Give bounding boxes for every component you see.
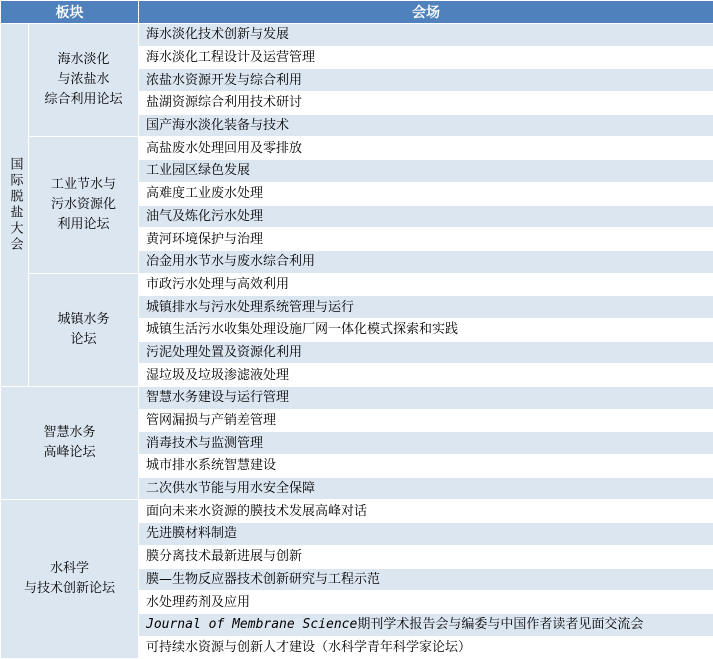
section-title-desalination: 国际脱盐大会 (1, 24, 29, 387)
table-row (1, 387, 713, 410)
session-cell: 高盐废水处理回用及零排放 (139, 137, 713, 160)
subforum-industrial-water: 工业节水与 污水资源化 利用论坛 (29, 137, 139, 273)
session-cell: 盐湖资源综合利用技术研讨 (139, 92, 713, 115)
session-cell: 污泥处理处置及资源化利用 (139, 341, 713, 364)
journal-session-text: 期刊学术报告会与编委与中国作者读者见面交流会 (357, 617, 643, 632)
section-title-water-science: 水科学 与技术创新论坛 (1, 500, 139, 659)
session-cell: 工业园区绿色发展 (139, 160, 713, 183)
session-cell: 膜分离技术最新进展与创新 (139, 545, 713, 568)
session-cell: 城镇排水与污水处理系统管理与运行 (139, 296, 713, 319)
table-row (1, 273, 713, 296)
session-cell: 高难度工业废水处理 (139, 182, 713, 205)
journal-name: Journal of Membrane Science (146, 617, 357, 632)
table-row (1, 500, 713, 523)
session-cell: 冶金用水节水与废水综合利用 (139, 250, 713, 273)
session-cell: 二次供水节能与用水安全保障 (139, 477, 713, 500)
session-cell: 城镇生活污水收集处理设施厂网一体化模式探索和实践 (139, 318, 713, 341)
session-cell: 可持续水资源与创新人才建设（水科学青年科学家论坛） (139, 636, 713, 659)
session-cell: 城市排水系统智慧建设 (139, 455, 713, 478)
section-title-smart-water: 智慧水务 高峰论坛 (1, 387, 139, 500)
session-cell: 浓盐水资源开发与综合利用 (139, 69, 713, 92)
subforum-urban-water: 城镇水务 论坛 (29, 273, 139, 386)
header-board: 板块 (1, 1, 139, 24)
session-cell: 水处理药剂及应用 (139, 591, 713, 614)
session-cell: 先进膜材料制造 (139, 523, 713, 546)
session-cell: 消毒技术与监测管理 (139, 432, 713, 455)
session-cell: 市政污水处理与高效利用 (139, 273, 713, 296)
session-cell-journal (139, 613, 713, 636)
session-cell: 管网漏损与产销差管理 (139, 409, 713, 432)
subforum-seawater: 海水淡化 与浓盐水 综合利用论坛 (29, 24, 139, 137)
table-row (1, 137, 713, 160)
header-row (1, 1, 713, 24)
session-cell: 面向未来水资源的膜技术发展高峰对话 (139, 500, 713, 523)
session-cell: 黄河环境保护与治理 (139, 228, 713, 251)
session-cell: 国产海水淡化装备与技术 (139, 114, 713, 137)
table-row (1, 24, 713, 47)
session-cell: 湿垃圾及垃圾渗滤液处理 (139, 364, 713, 387)
header-venue: 会场 (139, 1, 713, 24)
session-cell: 海水淡化工程设计及运营管理 (139, 46, 713, 69)
session-cell: 智慧水务建设与运行管理 (139, 387, 713, 410)
session-cell: 海水淡化技术创新与发展 (139, 24, 713, 47)
session-cell: 油气及炼化污水处理 (139, 205, 713, 228)
session-cell: 膜—生物反应器技术创新研究与工程示范 (139, 568, 713, 591)
